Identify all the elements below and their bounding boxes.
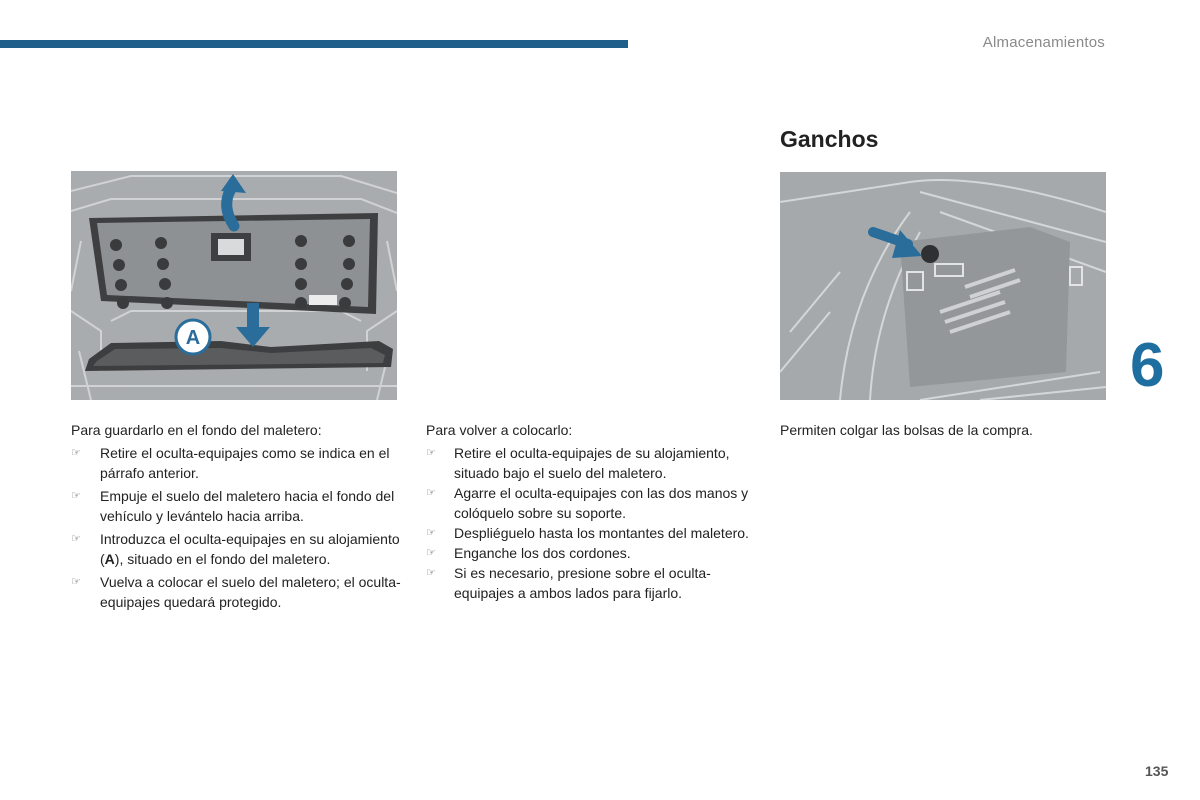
- pointing-hand-icon: ☞: [71, 490, 81, 502]
- trunk-hook-drawing: [780, 172, 1106, 400]
- pointing-hand-icon: ☞: [426, 527, 436, 539]
- pointing-hand-icon: ☞: [71, 447, 81, 459]
- store-instructions: [71, 420, 401, 615]
- refit-instructions: [426, 420, 756, 603]
- trunk-floor-drawing: [71, 171, 397, 400]
- hooks-text: Permiten colgar las bolsas de la compra.: [780, 422, 1033, 438]
- pointing-hand-icon: ☞: [71, 576, 81, 588]
- refit-steps: [426, 443, 756, 603]
- hooks-section: [780, 420, 1110, 443]
- refit-intro: Para volver a colocarlo:: [426, 422, 573, 438]
- callout-label: A: [185, 327, 201, 349]
- list-item: ☞ Despliéguelo hasta los montantes del maletero.: [426, 525, 749, 541]
- pointing-hand-icon: ☞: [426, 487, 436, 499]
- list-item: ☞ Retire el oculta-equipajes de su alojamiento, situado bajo el suelo del maletero.: [426, 445, 730, 481]
- callout-reference: A: [104, 551, 115, 567]
- hooks-heading: Ganchos: [780, 126, 879, 152]
- pointing-hand-icon: ☞: [426, 567, 436, 579]
- trunk-floor-illustration: [71, 171, 397, 400]
- store-steps: [71, 443, 401, 612]
- list-item: ☞ Introduzca el oculta-equipajes en su alojamiento (A), situado en el fondo del maletero.: [71, 531, 400, 567]
- page-number: 135: [1145, 763, 1169, 779]
- pointing-hand-icon: ☞: [426, 447, 436, 459]
- top-accent-bar: [0, 40, 628, 48]
- list-item: ☞ Enganche los dos cordones.: [426, 545, 631, 561]
- list-item: ☞ Agarre el oculta-equipajes con las dos manos y colóquelo sobre su soporte.: [426, 485, 749, 521]
- list-item: ☞ Si es necesario, presione sobre el oculta-equipajes a ambos lados para fijarlo.: [426, 565, 711, 601]
- list-item: ☞ Vuelva a colocar el suelo del maletero; el oculta-equipajes quedará protegido.: [71, 574, 401, 610]
- section-title: Almacenamientos: [982, 34, 1105, 51]
- pointing-hand-icon: ☞: [71, 533, 81, 545]
- pointing-hand-icon: ☞: [426, 547, 436, 559]
- list-item: ☞ Retire el oculta-equipajes como se indica en el párrafo anterior.: [71, 445, 390, 481]
- trunk-hook-illustration: [780, 172, 1106, 400]
- store-intro: Para guardarlo en el fondo del maletero:: [71, 422, 322, 438]
- chapter-number: 6: [1130, 331, 1165, 400]
- list-item: ☞ Empuje el suelo del maletero hacia el fondo del vehículo y levántelo hacia arriba.: [71, 488, 395, 524]
